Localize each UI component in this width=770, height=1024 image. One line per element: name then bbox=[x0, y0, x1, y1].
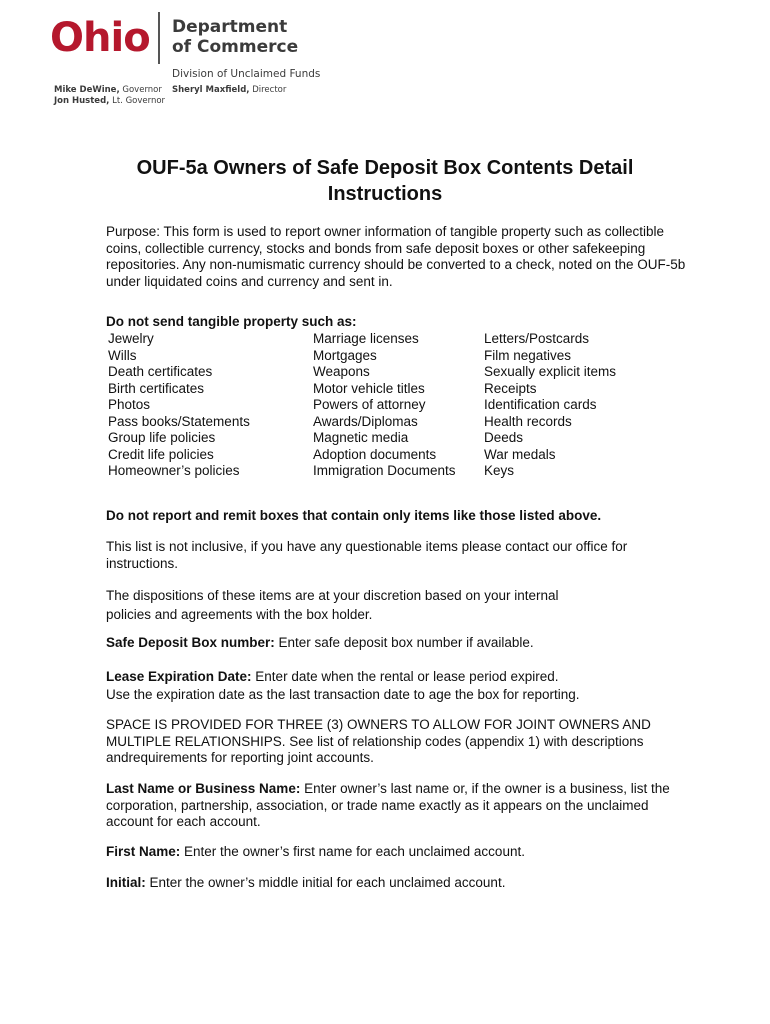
dispositions-line-1: The dispositions of these items are at your discretion based on your internal bbox=[106, 588, 559, 603]
list-item: Identification cards bbox=[484, 397, 597, 412]
lease-text: Enter date when the rental or lease period expired. bbox=[251, 669, 559, 684]
division-name: Division of Unclaimed Funds bbox=[172, 68, 321, 80]
lt-governor-title: Lt. Governor bbox=[112, 96, 166, 106]
list-item: Mortgages bbox=[313, 347, 377, 363]
governor-title: Governor bbox=[122, 85, 162, 95]
list-heading: Do not send tangible property such as: bbox=[106, 314, 357, 329]
lease-expiration-paragraph bbox=[106, 668, 686, 704]
dispositions-line-2: policies and agreements with the box holder. bbox=[106, 607, 373, 622]
purpose-paragraph: Purpose: This form is used to report owner information of tangible property such as collectible coins, collectible currency, stocks and bonds from safe deposit boxes or other safekeeping repositories. Any non-numismatic currency should be converted to a check, noted on the OUF-5b under liquidated coins and currency and sent in. bbox=[106, 224, 686, 289]
initial-text: Enter the owner’s middle initial for each unclaimed account. bbox=[145, 875, 506, 890]
items-column-2 bbox=[313, 331, 456, 480]
list-item: Letters/Postcards bbox=[484, 331, 590, 346]
initial-paragraph bbox=[106, 875, 686, 892]
list-item: Jewelry bbox=[108, 331, 154, 346]
ohio-logo: Ohio bbox=[50, 15, 150, 61]
sdb-number-label: Safe Deposit Box number: bbox=[106, 635, 275, 650]
list-item: Awards/Diplomas bbox=[313, 413, 418, 429]
list-item: Sexually explicit items bbox=[484, 364, 617, 379]
lt-governor-name: Jon Husted, bbox=[54, 96, 110, 106]
dept-line-2: of Commerce bbox=[172, 37, 299, 57]
list-item: Receipts bbox=[484, 380, 537, 396]
dispositions-paragraph bbox=[106, 586, 686, 624]
title-line-1: OUF-5a Owners of Safe Deposit Box Contents Detail bbox=[136, 157, 634, 179]
last-name-label: Last Name or Business Name: bbox=[106, 781, 301, 796]
title-line-2: Instructions bbox=[327, 183, 443, 205]
sdb-number-text: Enter safe deposit box number if available. bbox=[274, 635, 534, 650]
list-item: Adoption documents bbox=[313, 446, 437, 462]
lt-governor-line bbox=[54, 96, 165, 107]
page-title bbox=[100, 155, 670, 207]
list-item: Pass books/Statements bbox=[108, 413, 250, 429]
list-item: Credit life policies bbox=[108, 446, 214, 462]
not-inclusive-paragraph: This list is not inclusive, if you have any questionable items please contact our office for instructions. bbox=[106, 539, 628, 571]
logo-divider bbox=[158, 12, 160, 64]
governor-name: Mike DeWine, bbox=[54, 85, 120, 95]
list-item: Deeds bbox=[484, 430, 524, 445]
list-item: Homeowner’s policies bbox=[108, 463, 240, 478]
list-item: Powers of attorney bbox=[313, 397, 426, 412]
list-item: War medals bbox=[484, 446, 556, 462]
list-item: Film negatives bbox=[484, 347, 572, 363]
department-name bbox=[172, 17, 298, 57]
warning-text: Do not report and remit boxes that contain only items like those listed above. bbox=[106, 508, 602, 523]
lease-label: Lease Expiration Date: bbox=[106, 669, 252, 684]
dept-line-1: Department bbox=[172, 17, 288, 37]
director-line bbox=[172, 85, 286, 95]
initial-label: Initial: bbox=[106, 875, 146, 890]
list-item: Weapons bbox=[313, 364, 370, 379]
items-column-1 bbox=[108, 331, 250, 480]
list-item: Wills bbox=[108, 347, 137, 363]
list-item: Health records bbox=[484, 413, 572, 429]
last-name-paragraph bbox=[106, 781, 686, 831]
list-item: Motor vehicle titles bbox=[313, 380, 425, 396]
list-item: Marriage licenses bbox=[313, 331, 419, 346]
items-column-3 bbox=[484, 331, 616, 480]
last-name-text: Enter owner’s last name or, if the owner is a business, list the corporation, partnership, association, or trade name exactly as it appears on the unclaimed account for each account. bbox=[106, 781, 670, 830]
lease-line-2: Use the expiration date as the last transaction date to age the box for reporting. bbox=[106, 687, 580, 702]
governor-line bbox=[54, 85, 165, 96]
director-name: Sheryl Maxfield, bbox=[172, 85, 250, 95]
lease-line-1 bbox=[106, 668, 686, 686]
sdb-number-paragraph bbox=[106, 635, 686, 652]
first-name-label: First Name: bbox=[106, 844, 181, 859]
director-title: Director bbox=[252, 85, 287, 95]
list-item: Magnetic media bbox=[313, 430, 409, 445]
list-item: Death certificates bbox=[108, 364, 213, 379]
governor-block bbox=[54, 85, 165, 107]
first-name-text: Enter the owner’s first name for each unclaimed account. bbox=[180, 844, 525, 859]
list-item: Immigration Documents bbox=[313, 463, 456, 478]
list-item: Photos bbox=[108, 397, 151, 412]
list-item: Keys bbox=[484, 463, 515, 478]
list-item: Group life policies bbox=[108, 430, 216, 445]
first-name-paragraph bbox=[106, 844, 686, 861]
space-notice-paragraph: SPACE IS PROVIDED FOR THREE (3) OWNERS TO ALLOW FOR JOINT OWNERS AND MULTIPLE RELATIONSHIPS. See list of relationship codes (appendix 1) with descriptions andrequirements for reporting joint accounts. bbox=[106, 717, 651, 766]
list-item: Birth certificates bbox=[108, 380, 205, 396]
